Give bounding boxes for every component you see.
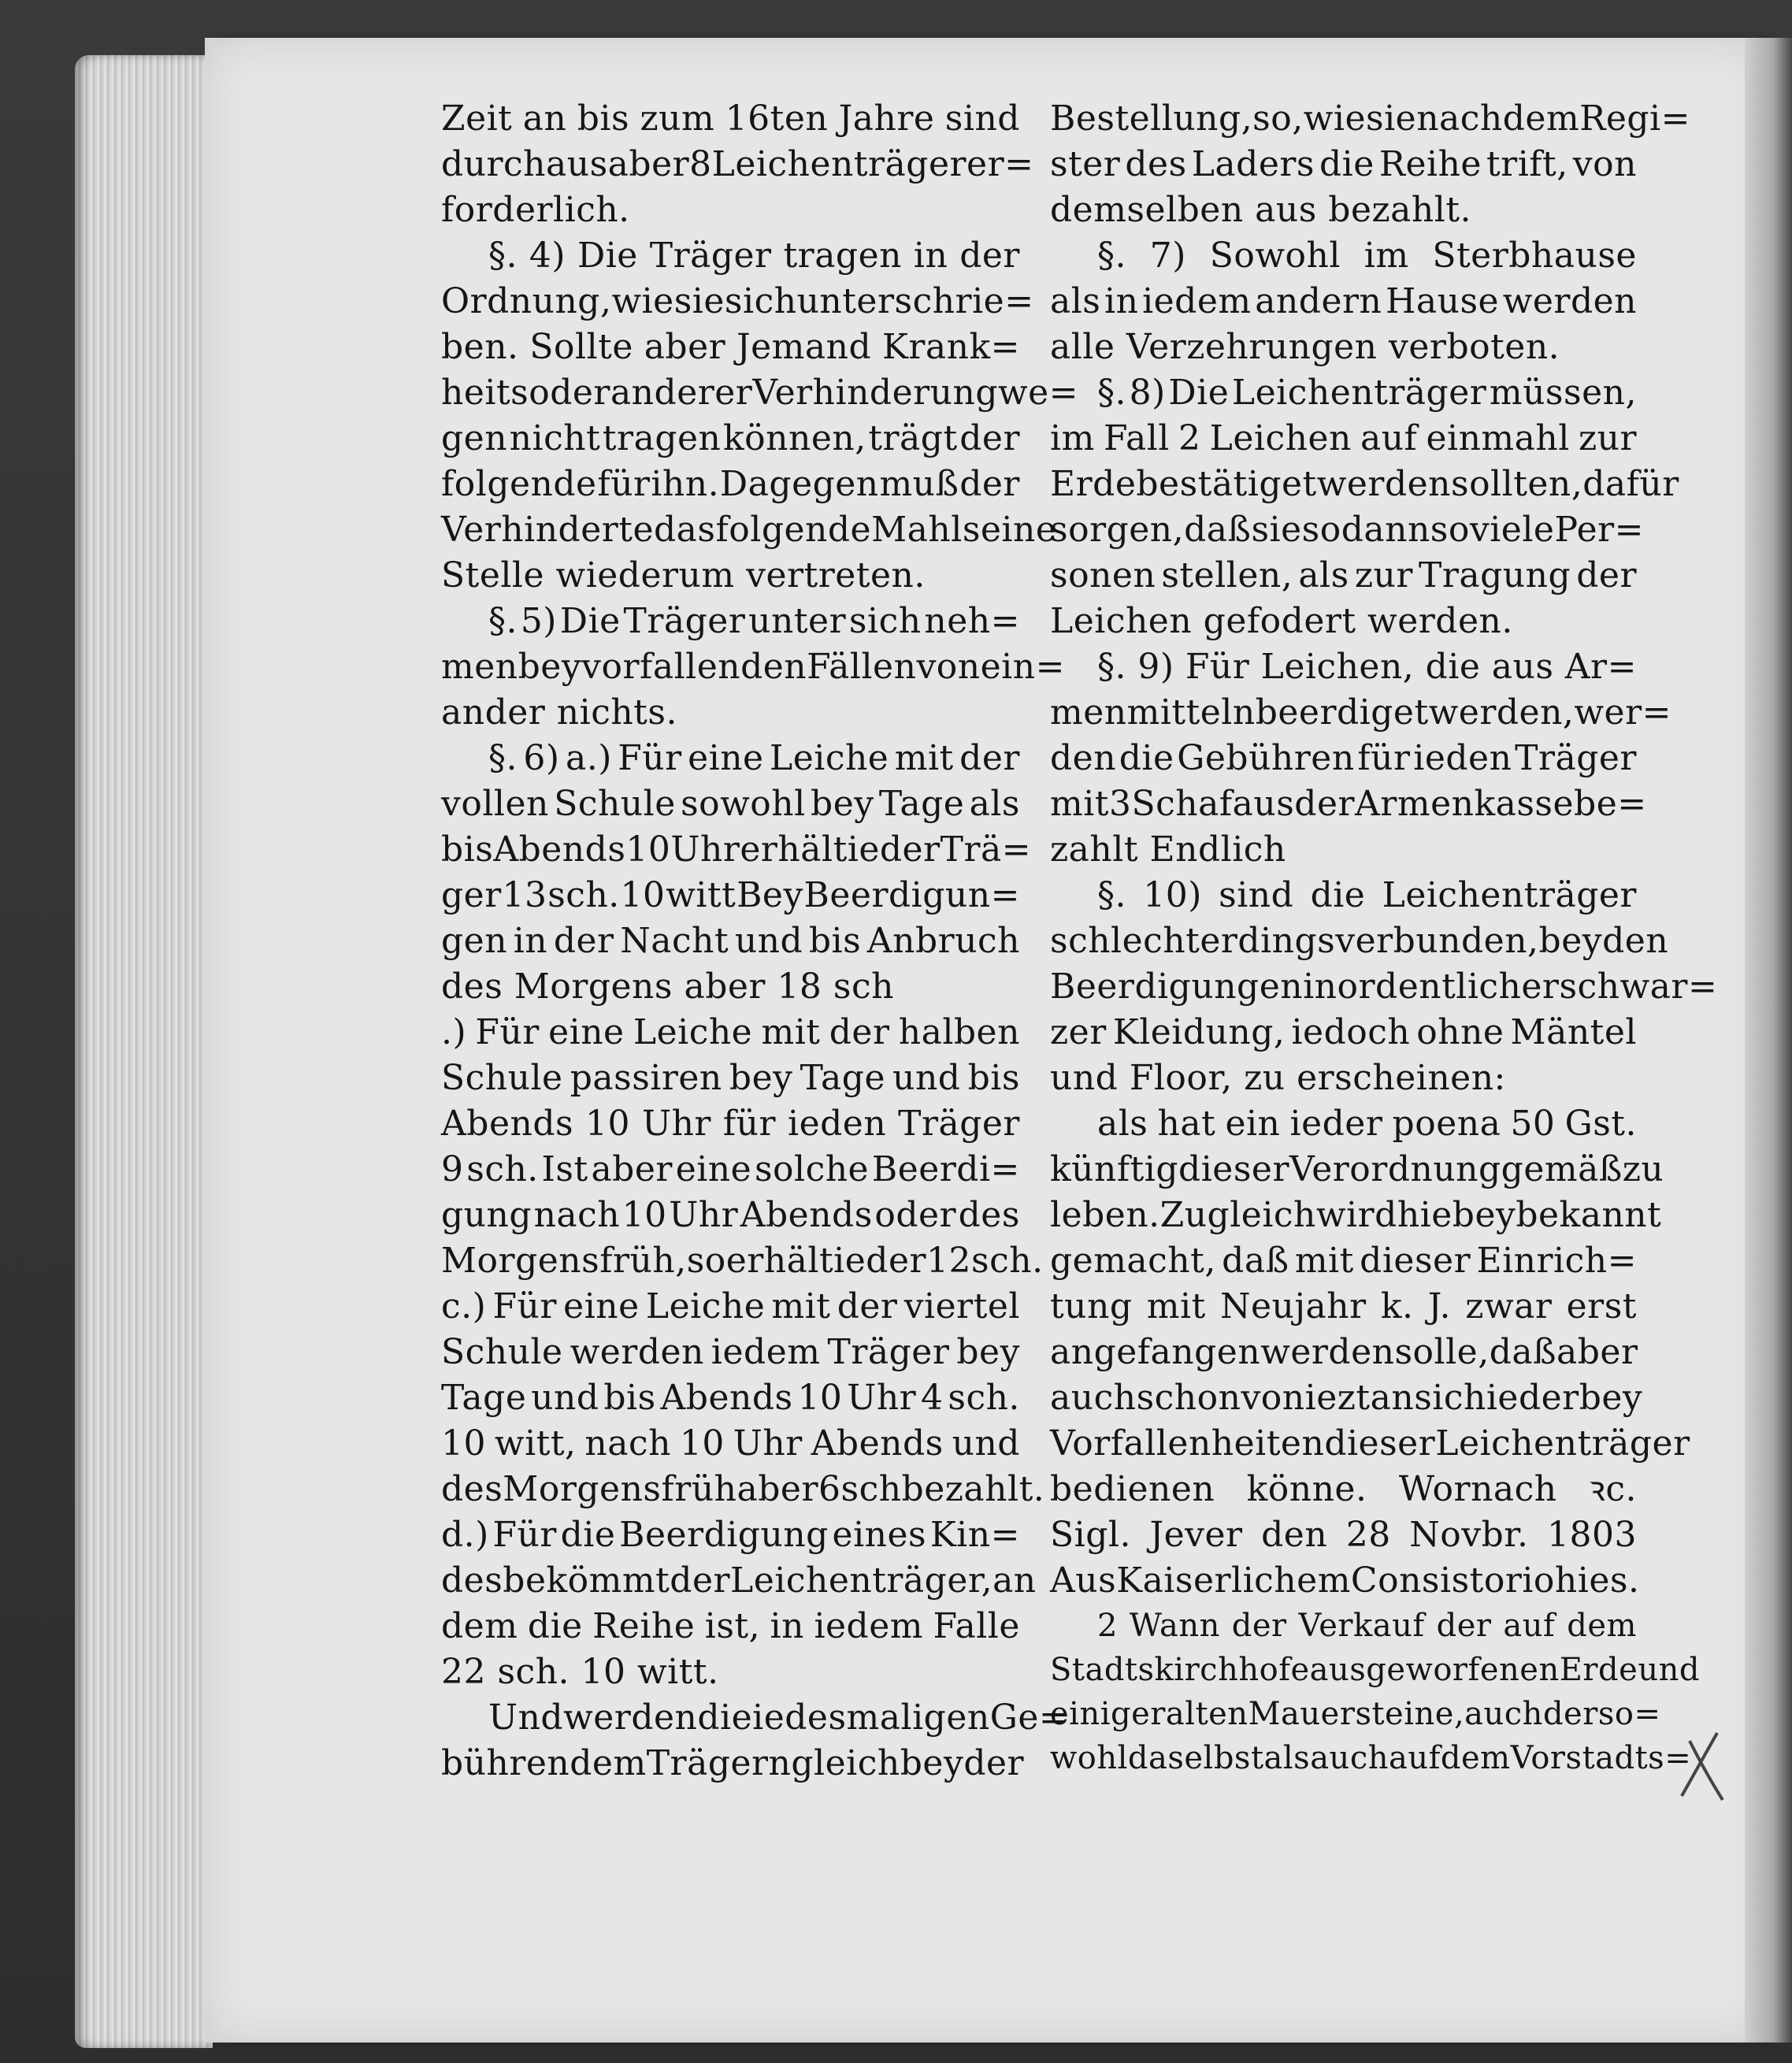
- text-line-content: Zeit an bis zum 16ten Jahre sind: [441, 98, 1020, 139]
- text-line: [1050, 1284, 1637, 1330]
- text-line: [441, 325, 1020, 370]
- text-line-content: §. 7) Sowohl im Sterbhause: [1097, 236, 1637, 276]
- right-column-footnote: [1050, 1604, 1700, 1780]
- text-line: [1050, 644, 1637, 690]
- text-line-content: §. 8) Die Leichenträger müssen,: [1097, 373, 1637, 413]
- text-line-content: Stadtskirchhofe ausgeworfenen Erde und: [1050, 1652, 1700, 1688]
- text-line-content: auch schon von iezt an sich ieder bey: [1050, 1378, 1643, 1418]
- text-line: [441, 1101, 1020, 1147]
- text-line-content: wohl daselbst als auch auf dem Vorstadts=: [1050, 1740, 1692, 1776]
- text-line: [441, 1193, 1020, 1238]
- text-line: [441, 964, 1020, 1010]
- text-line-content: angefangen werden solle, daß aber: [1050, 1332, 1638, 1372]
- text-line-content: künftig dieser Verordnung gemäß zu: [1050, 1149, 1664, 1189]
- text-line-content: Tage und bis Abends 10 Uhr 4 sch.: [441, 1378, 1020, 1418]
- text-line-content: Erde bestätiget werden sollten, dafür: [1050, 464, 1679, 504]
- text-line: [441, 1604, 1020, 1649]
- text-line: [1050, 507, 1645, 553]
- text-line: [1050, 553, 1637, 599]
- text-line: [1050, 1604, 1637, 1648]
- text-line-content: des Morgens früh aber 6 sch bezahlt.: [441, 1469, 1045, 1509]
- text-line-content: Sigl. Jever den 28 Novbr. 1803: [1050, 1515, 1637, 1555]
- text-line-content: gen nicht tragen können, trägt der: [441, 418, 1020, 458]
- text-line-content: sonen stellen, als zur Tragung der: [1050, 555, 1637, 596]
- text-line: [1050, 187, 1637, 233]
- text-line: [1050, 279, 1637, 325]
- text-line-content: bis Abends 10 Uhr erhält ieder Trä=: [441, 829, 1032, 870]
- text-line-content: Beerdigungen in ordentlicher schwar=: [1050, 967, 1718, 1007]
- text-line-content: Bestellung, so, wie sie nach dem Regi=: [1050, 98, 1690, 139]
- text-line-content: Vorfallenheiten dieser Leichenträger: [1050, 1423, 1690, 1464]
- text-line: [1050, 142, 1637, 187]
- text-line-content: zer Kleidung, iedoch ohne Mäntel: [1050, 1012, 1637, 1052]
- text-line: [441, 507, 1057, 553]
- text-line-content: ander nichts.: [441, 692, 677, 733]
- text-line-content: heits oder anderer Verhinderung we=: [441, 373, 1079, 413]
- text-line: [1050, 918, 1669, 964]
- text-line-content: den die Gebühren für ieden Träger: [1050, 738, 1637, 778]
- text-line-content: bühren dem Trägern gleich bey der: [441, 1743, 1025, 1783]
- text-line-content: ster des Laders die Reihe trift, von: [1050, 144, 1637, 184]
- text-line-content: gen in der Nacht und bis Anbruch: [441, 921, 1020, 961]
- text-line: [441, 553, 1020, 599]
- text-line-content: Abends 10 Uhr für ieden Träger: [441, 1104, 1020, 1144]
- text-line: [1050, 1421, 1690, 1467]
- text-line: [1050, 96, 1690, 142]
- text-line: [441, 1649, 1020, 1695]
- text-line: [1050, 1558, 1640, 1604]
- right-text-column: [1050, 96, 1718, 1780]
- text-line: [441, 1421, 1020, 1467]
- text-line: [1050, 1056, 1637, 1101]
- text-line-content: tung mit Neujahr k. J. zwar erst: [1050, 1286, 1637, 1326]
- text-line: [441, 462, 1020, 507]
- text-line-content: menmitteln beerdiget werden, wer=: [1050, 692, 1671, 733]
- text-line-content: §. 9) Für Leichen, die aus Ar=: [1097, 647, 1637, 687]
- text-line-content: einiger alten Mauersteine, auch der so=: [1050, 1696, 1661, 1732]
- text-line: [1050, 325, 1637, 370]
- text-line: [441, 1056, 1020, 1101]
- text-line-content: dem die Reihe ist, in iedem Falle: [441, 1606, 1020, 1646]
- text-line: [441, 1558, 1037, 1604]
- text-line-content: Schule passiren bey Tage und bis: [441, 1058, 1020, 1098]
- text-line: [441, 1512, 1020, 1558]
- left-text-column: [441, 96, 1079, 1787]
- text-line-content: Verhinderte das folgende Mahl seine: [441, 510, 1057, 550]
- text-line: [441, 690, 1020, 736]
- text-line: [441, 1284, 1020, 1330]
- text-line: [441, 918, 1020, 964]
- text-line-content: zahlt Endlich: [1050, 829, 1286, 870]
- text-line: [441, 1695, 1069, 1741]
- text-line: [441, 1375, 1020, 1421]
- text-line: [441, 1741, 1025, 1787]
- text-line-content: des bekömmt der Leichenträger, an: [441, 1560, 1037, 1601]
- text-line: [1050, 1692, 1661, 1736]
- text-line-content: Ordnung, wie sie sich unterschrie=: [441, 281, 1034, 321]
- text-line: [1050, 1330, 1637, 1375]
- text-line-content: ger 13 sch. 10 witt Bey Beerdigun=: [441, 875, 1020, 915]
- text-line-content: .) Für eine Leiche mit der halben: [441, 1012, 1020, 1052]
- text-line-content: leben. Zugleich wird hiebey bekannt: [1050, 1195, 1662, 1235]
- text-line: [441, 416, 1020, 462]
- right-column-main-text: [1050, 96, 1718, 1604]
- text-line-content: bedienen könne. Wornach ꝛc.: [1050, 1469, 1637, 1509]
- text-line-content: 10 witt, nach 10 Uhr Abends und: [441, 1423, 1020, 1464]
- text-line: [441, 781, 1020, 827]
- text-line: [441, 873, 1020, 918]
- text-line: [441, 1330, 1020, 1375]
- text-line: [1050, 690, 1671, 736]
- text-line: [1050, 873, 1637, 918]
- text-line-content: 9 sch. Ist aber eine solche Beerdi=: [441, 1149, 1020, 1189]
- text-line: [1050, 1467, 1637, 1512]
- text-line: [441, 279, 1034, 325]
- text-line-content: als in iedem andern Hause werden: [1050, 281, 1637, 321]
- book-gutter-edge: [1745, 38, 1792, 2043]
- text-line-content: men bey vorfallenden Fällen von ein=: [441, 647, 1065, 687]
- book-page-edges: [75, 55, 213, 2048]
- text-line: [441, 599, 1020, 644]
- text-line: [441, 233, 1020, 279]
- text-line: [1050, 599, 1637, 644]
- text-line-content: vollen Schule sowohl bey Tage als: [441, 784, 1020, 824]
- text-line: [441, 187, 1020, 233]
- text-line-content: durchaus aber 8 Leichenträger er=: [441, 144, 1034, 184]
- text-line-content: als hat ein ieder poena 50 Gst.: [1097, 1104, 1637, 1144]
- text-line-content: alle Verzehrungen verboten.: [1050, 327, 1560, 367]
- text-line: [1050, 370, 1637, 416]
- text-line: [1050, 1193, 1662, 1238]
- pencil-cross-mark: [1674, 1725, 1729, 1804]
- text-line: [1050, 416, 1637, 462]
- text-line: [441, 370, 1079, 416]
- text-line-content: §. 6) a.) Für eine Leiche mit der: [488, 738, 1020, 778]
- text-line-content: §. 4) Die Träger tragen in der: [488, 236, 1020, 276]
- text-line-content: Stelle wiederum vertreten.: [441, 555, 926, 596]
- text-line: [1050, 462, 1679, 507]
- text-line: [1050, 233, 1637, 279]
- text-line: [1050, 1512, 1637, 1558]
- text-line: [441, 827, 1032, 873]
- text-line: [441, 96, 1020, 142]
- text-line-content: c.) Für eine Leiche mit der viertel: [441, 1286, 1020, 1326]
- text-line: [1050, 1375, 1643, 1421]
- text-line-content: forderlich.: [441, 190, 630, 230]
- text-line: [1050, 781, 1647, 827]
- text-line-content: gung nach 10 Uhr Abends oder des: [441, 1195, 1020, 1235]
- text-line: [1050, 1147, 1664, 1193]
- text-line: [441, 1467, 1045, 1512]
- text-line: [441, 1147, 1020, 1193]
- text-line: [1050, 1238, 1637, 1284]
- text-line: [441, 142, 1034, 187]
- text-line-content: d.) Für die Beerdigung eines Kin=: [441, 1515, 1020, 1555]
- text-line: [441, 736, 1020, 781]
- text-line-content: §. 10) sind die Leichenträger: [1097, 875, 1637, 915]
- text-line: [441, 1238, 1044, 1284]
- text-line-content: schlechterdings verbunden, bey den: [1050, 921, 1669, 961]
- text-line: [1050, 736, 1637, 781]
- text-line-content: demselben aus bezahlt.: [1050, 190, 1471, 230]
- text-line-content: mit 3 Schaf aus der Armenkasse be=: [1050, 784, 1647, 824]
- text-line-content: Und werden die iedesmaligen Ge=: [488, 1698, 1069, 1738]
- text-line-content: Schule werden iedem Träger bey: [441, 1332, 1020, 1372]
- text-line: [441, 1010, 1020, 1056]
- text-line-content: und Floor, zu erscheinen:: [1050, 1058, 1506, 1098]
- text-line: [1050, 827, 1637, 873]
- text-line-content: gemacht, daß mit dieser Einrich=: [1050, 1241, 1637, 1281]
- text-line-content: sorgen, daß sie sodann so viele Per=: [1050, 510, 1645, 550]
- text-line-content: des Morgens aber 18 sch: [441, 967, 894, 1007]
- text-line-content: ben. Sollte aber Jemand Krank=: [441, 327, 1020, 367]
- text-line: [441, 644, 1065, 690]
- text-line: [1050, 1648, 1700, 1692]
- text-line-content: Aus Kaiserlichem Consistorio hies.: [1050, 1560, 1640, 1601]
- text-line: [1050, 964, 1718, 1010]
- text-line-content: folgende für ihn. Dagegen muß der: [441, 464, 1020, 504]
- text-line-content: Morgens früh, so erhält ieder 12 sch.: [441, 1241, 1044, 1281]
- text-line-content: 22 sch. 10 witt.: [441, 1652, 719, 1692]
- text-line: [1050, 1736, 1692, 1780]
- text-line: [1050, 1010, 1637, 1056]
- text-line-content: 2 Wann der Verkauf der auf dem: [1097, 1608, 1637, 1644]
- text-line-content: Leichen gefodert werden.: [1050, 601, 1513, 641]
- text-line-content: §. 5) Die Träger unter sich neh=: [488, 601, 1020, 641]
- text-line-content: im Fall 2 Leichen auf einmahl zur: [1050, 418, 1637, 458]
- text-line: [1050, 1101, 1637, 1147]
